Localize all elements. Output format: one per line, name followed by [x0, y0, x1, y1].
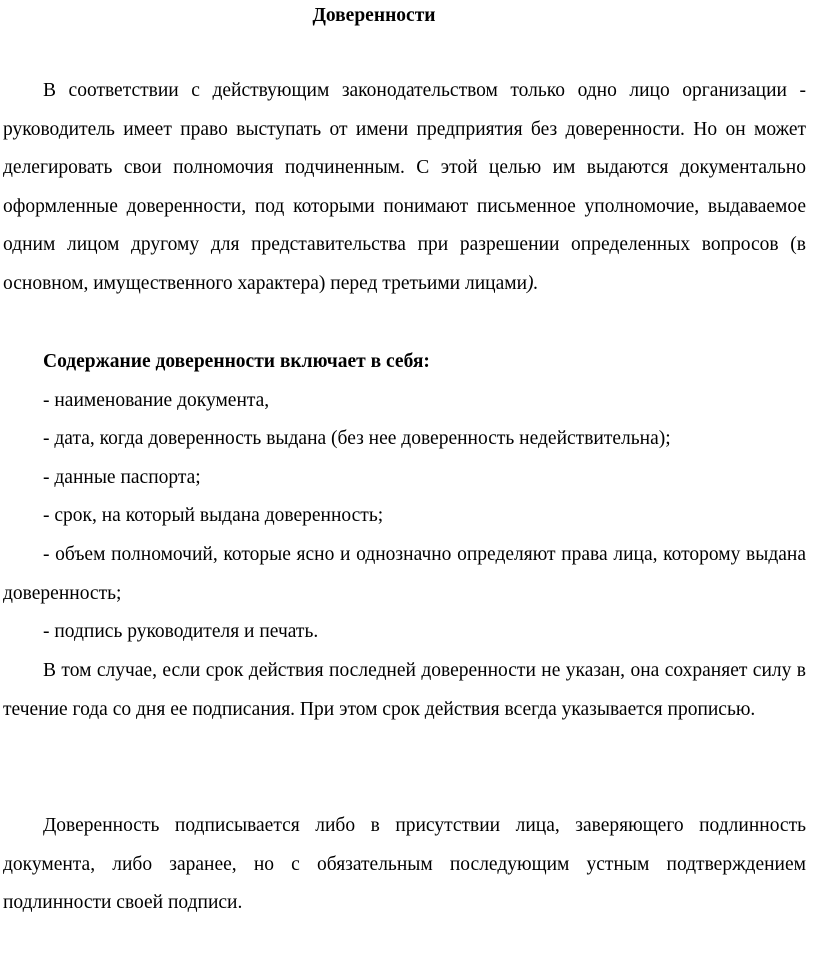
intro-paragraph — [3, 72, 806, 304]
intro-end: ). — [527, 272, 539, 294]
signature-paragraph: Доверенность подписывается либо в присутствии лица, заверяющего подлинность документа, либо заранее, но с обязательным последующим устным подтверждением подлинности своей подписи. — [3, 815, 806, 914]
contents-item-5: - объем полномочий, которые ясно и однозначно определяют права лица, которому выдана доверенность; — [3, 544, 806, 604]
contents-item-1: - наименование документа, — [43, 390, 270, 411]
document-title: Доверенности — [312, 5, 436, 26]
term-paragraph: В том случае, если срок действия последней доверенности не указан, она сохраняет силу в течение года со дня ее подписания. При этом срок действия всегда указывается прописью. — [3, 660, 806, 720]
contents-item-4: - срок, на который выдана доверенность; — [43, 505, 384, 526]
contents-item-6: - подпись руководителя и печать. — [43, 621, 319, 642]
intro-text: В соответствии с действующим законодательством только одно лицо организации - руководитель имеет право выступать от имени предприятия без доверенности. Но он может делегировать свои полномочия подчиненным. С этой целью им выдаются документально оформленные доверенности, под которыми понимают письменное уполномочие, выдаваемое одним лицом другому для представительства при разрешении определенных вопросов (в основном, имущественного характера) перед третьими лицами — [3, 80, 806, 294]
contents-item-2: - дата, когда доверенность выдана (без нее доверенность недействительна); — [43, 428, 671, 449]
contents-heading: Содержание доверенности включает в себя: — [43, 351, 430, 372]
contents-item-3: - данные паспорта; — [43, 467, 201, 488]
